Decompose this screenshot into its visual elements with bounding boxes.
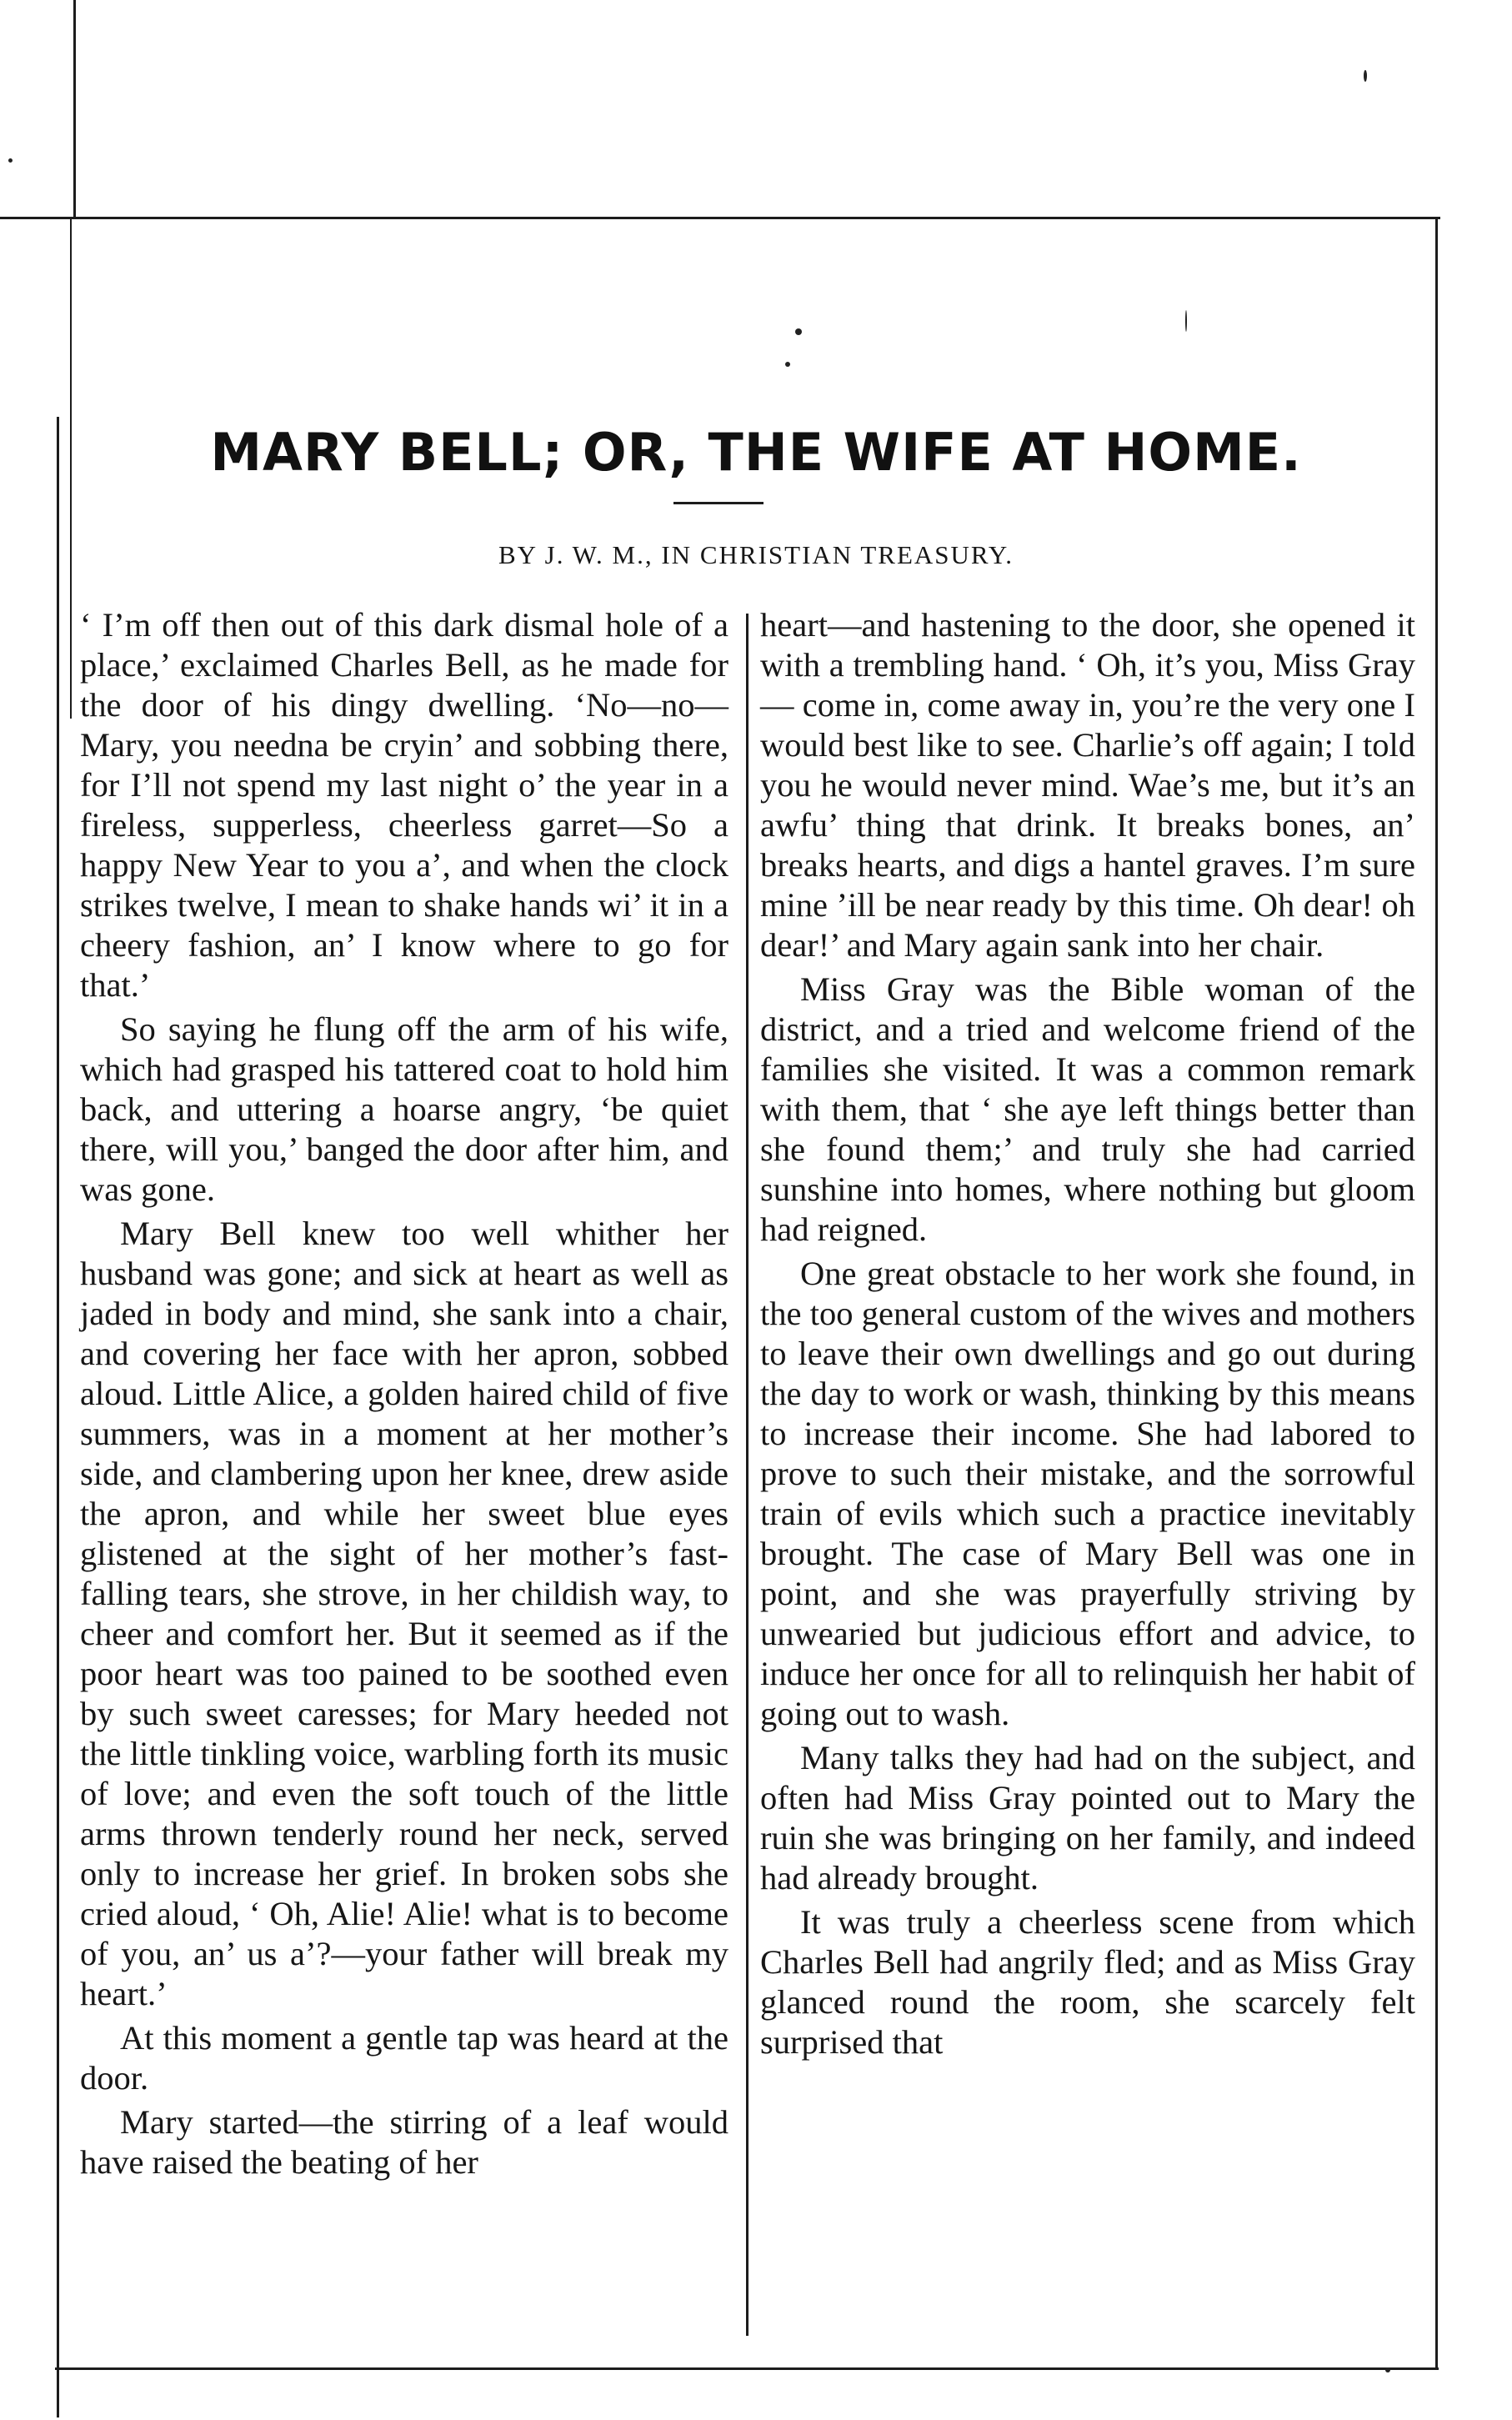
paragraph: Miss Gray was the Bible woman of the district, and a tried and welcome friend of the families she visited. It was a common remark with them, that ‘ she aye left things better than she found them;’ and truly she had carried sunshine into homes, where nothing but gloom had reigned.: [760, 970, 1415, 1248]
title-underline: [673, 502, 764, 504]
scan-speck: [8, 158, 13, 163]
paragraph: It was truly a cheerless scene from which Charles Bell had angrily fled; and as Miss Gray glanced round the room, she scarcely felt surprised that: [760, 1903, 1415, 2061]
scan-speck: [1185, 310, 1187, 332]
top-rule: [0, 217, 1440, 219]
article-title: MARY BELL; OR, THE WIFE AT HOME.: [210, 422, 1302, 483]
text-column-right: [760, 605, 1415, 2067]
scan-speck: [1385, 2367, 1390, 2372]
paragraph: ‘ I’m off then out of this dark dismal hole of a place,’ exclaimed Charles Bell, as he made for the door of his dingy dwelling. ‘No—no—Mary, you needna be cryin’ and sobbing there, for I’ll not spend my last night o’ the year in a fireless, supperless, cheerless garret—So a happy New Year to you a’, and when the clock strikes twelve, I mean to shake hands wi’ it in a cheery fashion, an’ I know where to go for that.’: [80, 606, 728, 1004]
paragraph: So saying he flung off the arm of his wife, which had grasped his tattered coat to hold him back, and uttering a hoarse angry, ‘be quiet there, will you,’ banged the door after him, and was gone.: [80, 1010, 728, 1208]
frame-left-rule: [57, 417, 59, 2417]
scan-speck: [1364, 70, 1367, 82]
scan-speck: [795, 328, 802, 335]
paragraph: heart—and hastening to the door, she opened it with a trembling hand. ‘ Oh, it’s you, Miss Gray — come in, come away in, you’re the very one I would best like to see. Charlie’s off again; I told you he would never mind. Wae’s me, but it’s an awfu’ thing that drink. It breaks bones, an’ breaks hearts, and digs a hantel graves. I’m sure mine ’ill be near ready by this time. Oh dear! oh dear!’ and Mary again sank into her chair.: [760, 606, 1415, 964]
frame-bottom-rule: [55, 2367, 1439, 2370]
margin-rule: [73, 0, 76, 218]
scan-speck: [785, 362, 790, 367]
paragraph: Many talks they had had on the subject, and often had Miss Gray pointed out to Mary the ruin she was bringing on her family, and indeed had already brought.: [760, 1739, 1415, 1896]
paragraph: At this moment a gentle tap was heard at the door.: [80, 2019, 728, 2097]
column-divider: [746, 614, 748, 2336]
paragraph: Mary started—the stirring of a leaf would have raised the beating of her: [80, 2103, 728, 2181]
paragraph: Mary Bell knew too well whither her husband was gone; and sick at heart as well as jaded in body and mind, she sank into a chair, and covering her face with her apron, sobbed aloud. Little Alice, a golden haired child of five summers, was in a moment at her mother’s side, and clambering upon her knee, drew aside the apron, and while her sweet blue eyes glistened at the sight of her mother’s fast-falling tears, she strove, in her childish way, to cheer and comfort her. But it seemed as if the poor heart was too pained to be soothed even by such sweet caresses; for Mary heeded not the little tinkling voice, warbling forth its music of love; and even the soft touch of the little arms thrown tenderly round her neck, served only to increase her grief. In broken sobs she cried aloud, ‘ Oh, Alie! Alie! what is to become of you, an’ us a’?—your father will break my heart.’: [80, 1215, 728, 2012]
paragraph: One great obstacle to her work she found, in the too general custom of the wives and mothers to leave their own dwellings and go out during the day to work or wash, thinking by this means to increase their income. She had labored to prove to such their mistake, and the sorrowful train of evils which such a practice inevitably brought. The case of Mary Bell was one in point, and she was prayerfully striving by unwearied but judicious effort and advice, to induce her once for all to relinquish her habit of going out to wash.: [760, 1255, 1415, 1732]
article-byline: BY J. W. M., IN CHRISTIAN TREASURY.: [498, 540, 1014, 569]
text-column-left: [80, 605, 728, 2187]
